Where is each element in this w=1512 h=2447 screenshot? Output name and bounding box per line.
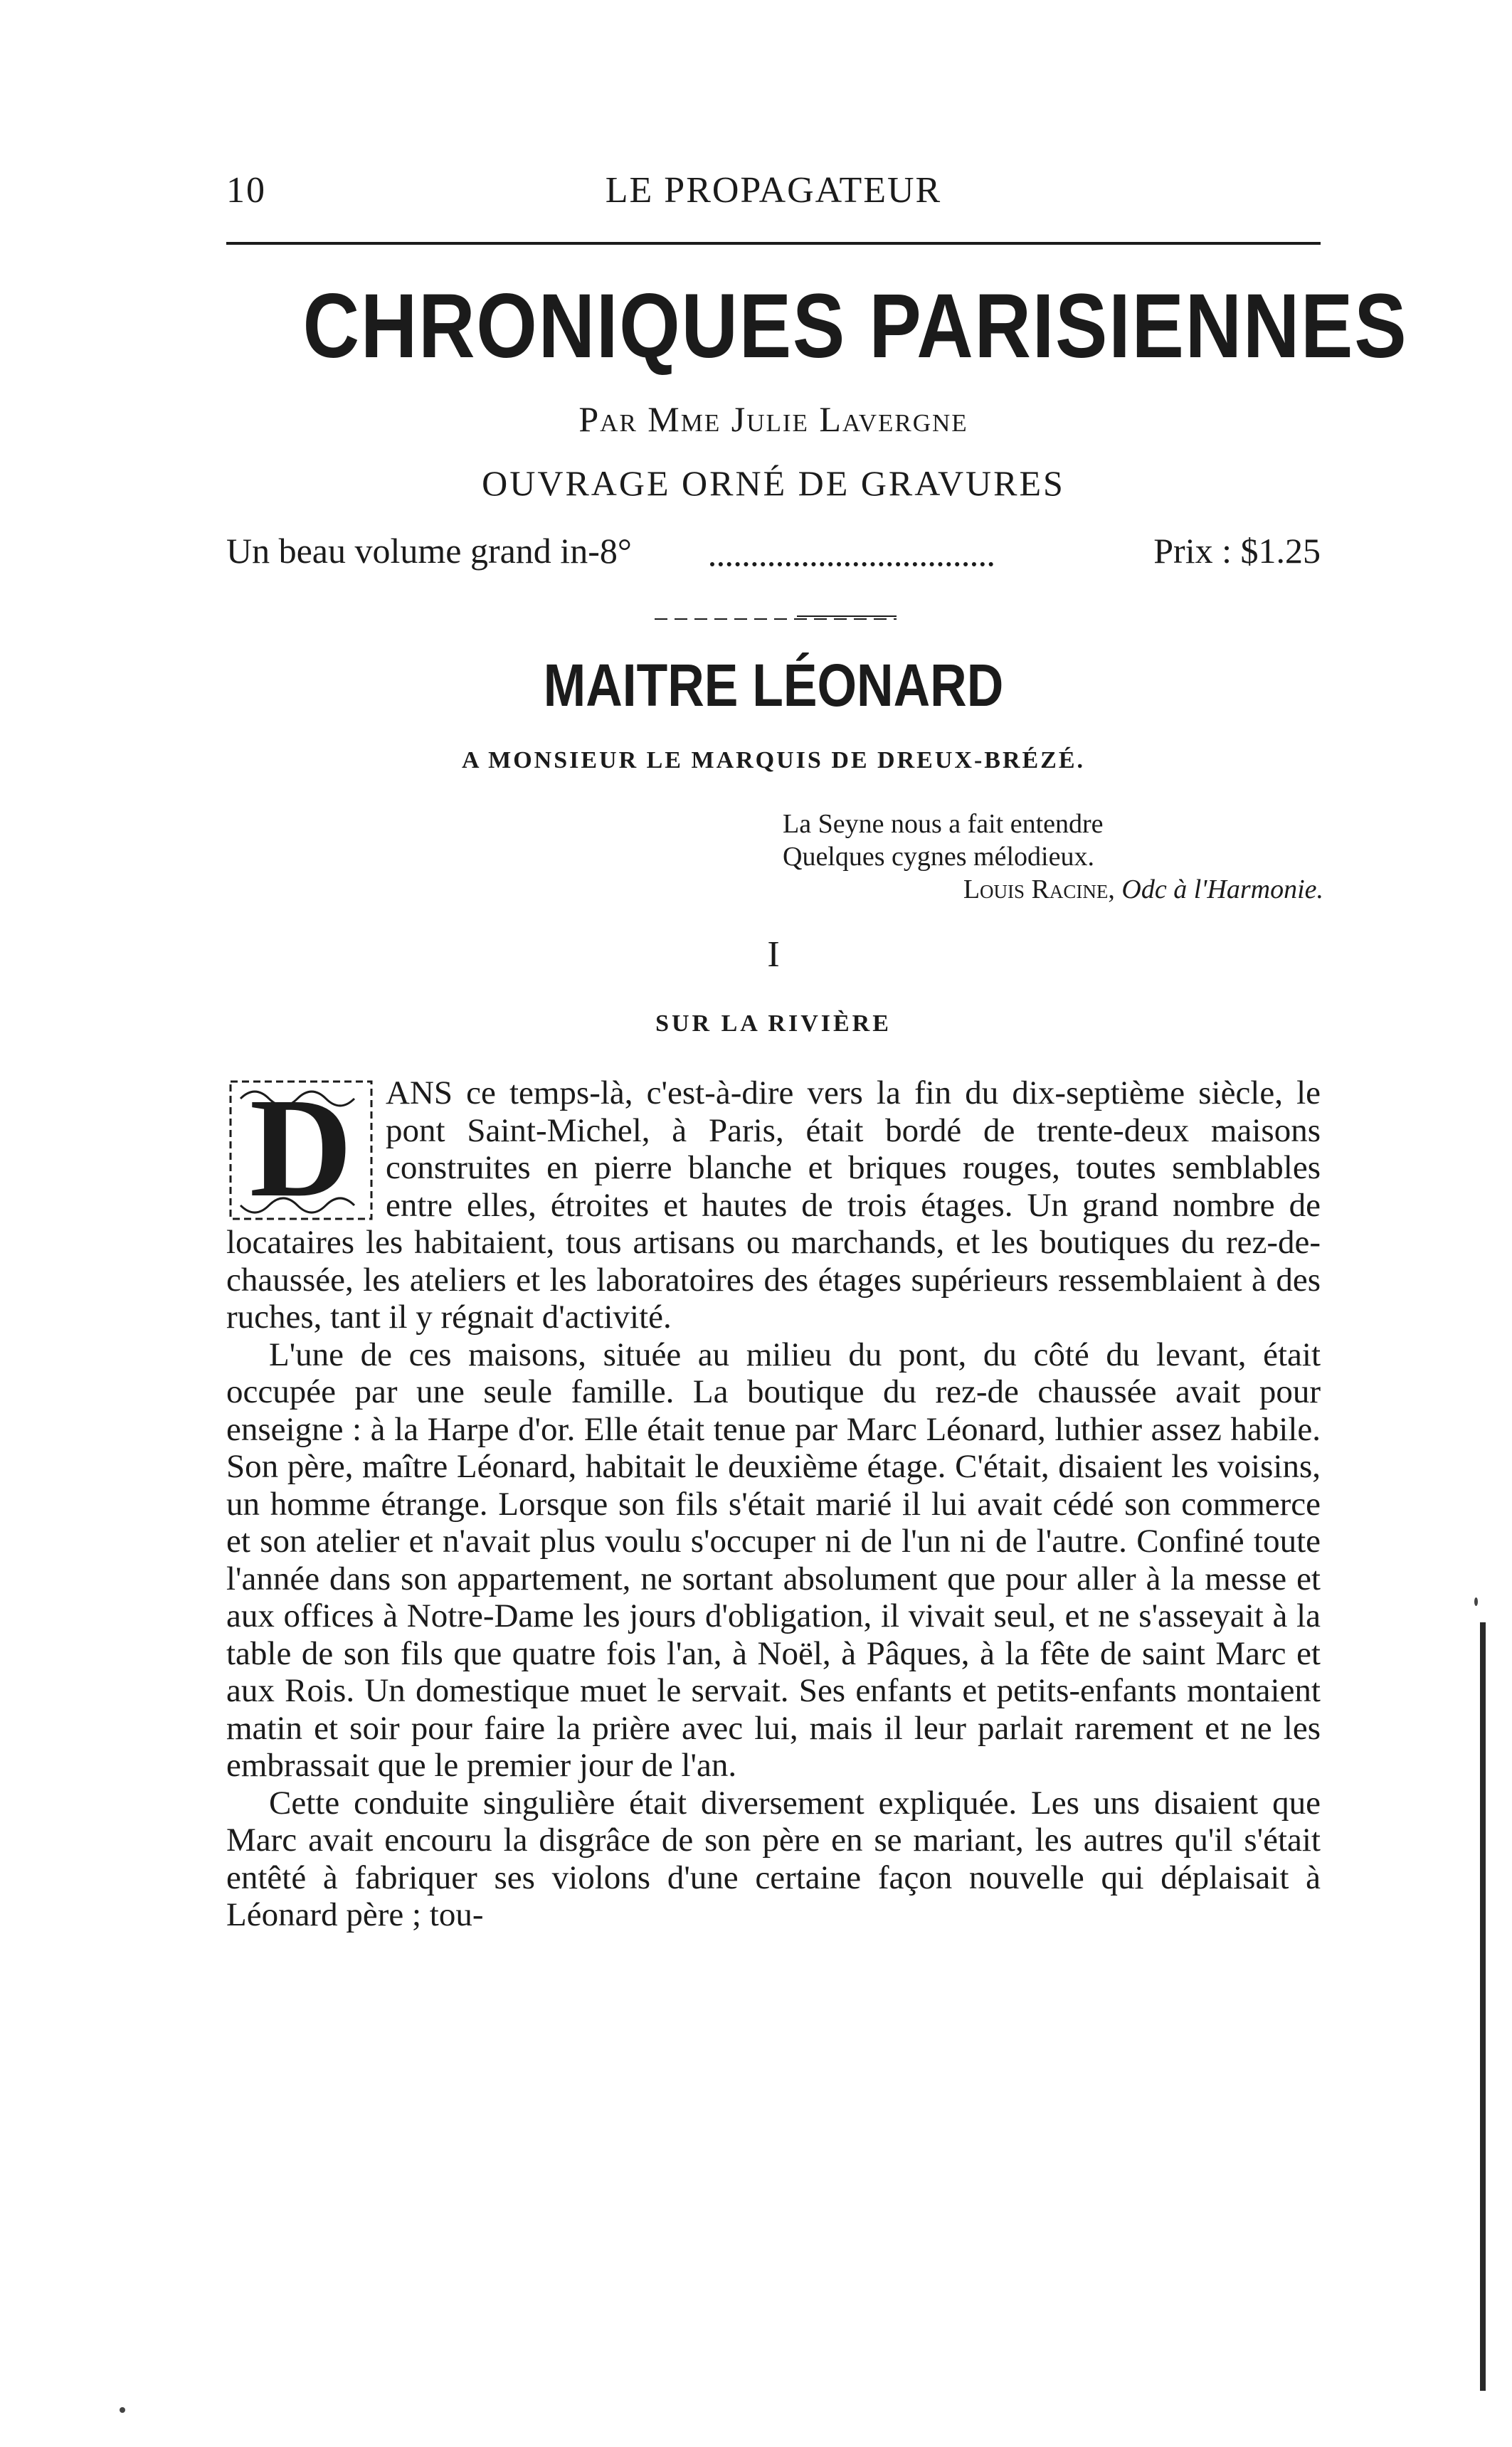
header-rule (226, 242, 1321, 245)
paragraph: ANS ce temps-là, c'est-à-dire vers la fin du dix-septième siècle, le pont Saint-Michel, à Paris, était bordé de trente-deux maisons construites en pierre blanche et briques rouges, toutes semblables entre elles, étroites et hautes de trois étages. Un grand nombre de locataires les habitaient, tous artisans ou marchands, et les boutiques du rez-de-chaussée, les ateliers et les laboratoires des étages supérieurs ressemblaient à des ruches, tant il y régnait d'activité. (226, 1074, 1321, 1336)
leader-dots (710, 562, 993, 566)
paragraph: L'une de ces maisons, située au milieu du pont, du côté du levant, était occupée par une seule famille. La boutique du rez-de chaussée avait pour enseigne : à la Harpe d'or. Elle était tenue par Marc Léonard, luthier assez habile. Son père, maître Léonard, habitait le deuxième étage. C'était, disaient les voisins, un homme étrange. Lorsque son fils s'était marié il lui avait cédé son commerce et son atelier et n'avait plus voulu s'occuper ni de l'un ni de l'autre. Confiné toute l'année dans son appartement, ne sortant absolument que pour aller à la messe et aux offices à Notre-Dame les jours d'obligation, il vivait seul, et ne s'asseyait à la table de son fils que quatre fois l'an, à Noël, à Pâques, à la fête de saint Marc et aux Rois. Un domestique muet le servait. Ses enfants et petits-enfants montaient matin et soir pour faire la prière avec lui, mais il leur parlait rarement et ne les embrassait que le premier jour de l'an. (226, 1336, 1321, 1784)
epigraph-author: Louis Racine, (963, 874, 1115, 904)
scan-speck (120, 2407, 125, 2413)
section-divider (655, 613, 897, 623)
epigraph (783, 808, 1323, 906)
price: Prix : $1.25 (1153, 531, 1321, 571)
story-title: MAITRE LÉONARD (543, 652, 1004, 719)
running-title: LE PROPAGATEUR (605, 170, 942, 211)
page-number: 10 (226, 170, 266, 211)
epigraph-line: La Seyne nous a fait entendre (783, 809, 1104, 839)
chapter-numeral: I (767, 934, 780, 975)
epigraph-work: Odc à l'Harmonie. (1121, 874, 1323, 904)
advertisement-title: CHRONIQUES PARISIENNES (302, 275, 1408, 377)
chapter-subtitle: SUR LA RIVIÈRE (655, 1010, 892, 1037)
advertisement-author: Par Mme Julie Lavergne (578, 399, 968, 439)
advertisement-subtitle: OUVRAGE ORNÉ DE GRAVURES (482, 463, 1065, 503)
drop-cap-letter: D (249, 1069, 353, 1227)
advertisement-offer (226, 530, 1321, 580)
volume-description: Un beau volume grand in-8° (226, 530, 638, 571)
epigraph-attribution (783, 873, 1323, 906)
paragraph: Cette conduite singulière était diversement expliquée. Les uns disaient que Marc avait encouru la disgrâce de son père en se mariant, les autres qu'il s'était entêté à fabriquer ses violons d'une certaine façon nouvelle qui déplaisait à Léonard père ; tou- (226, 1784, 1321, 1933)
epigraph-line: Quelques cygnes mélodieux. (783, 842, 1094, 872)
ornamental-drop-cap (226, 1069, 376, 1227)
body-text (226, 1069, 1321, 1934)
scan-speck (1474, 1597, 1478, 1606)
scan-edge-mark (1480, 1622, 1486, 2391)
dedication: A MONSIEUR LE MARQUIS DE DREUX-BRÉZÉ. (461, 747, 1086, 773)
page-header (226, 169, 1321, 226)
